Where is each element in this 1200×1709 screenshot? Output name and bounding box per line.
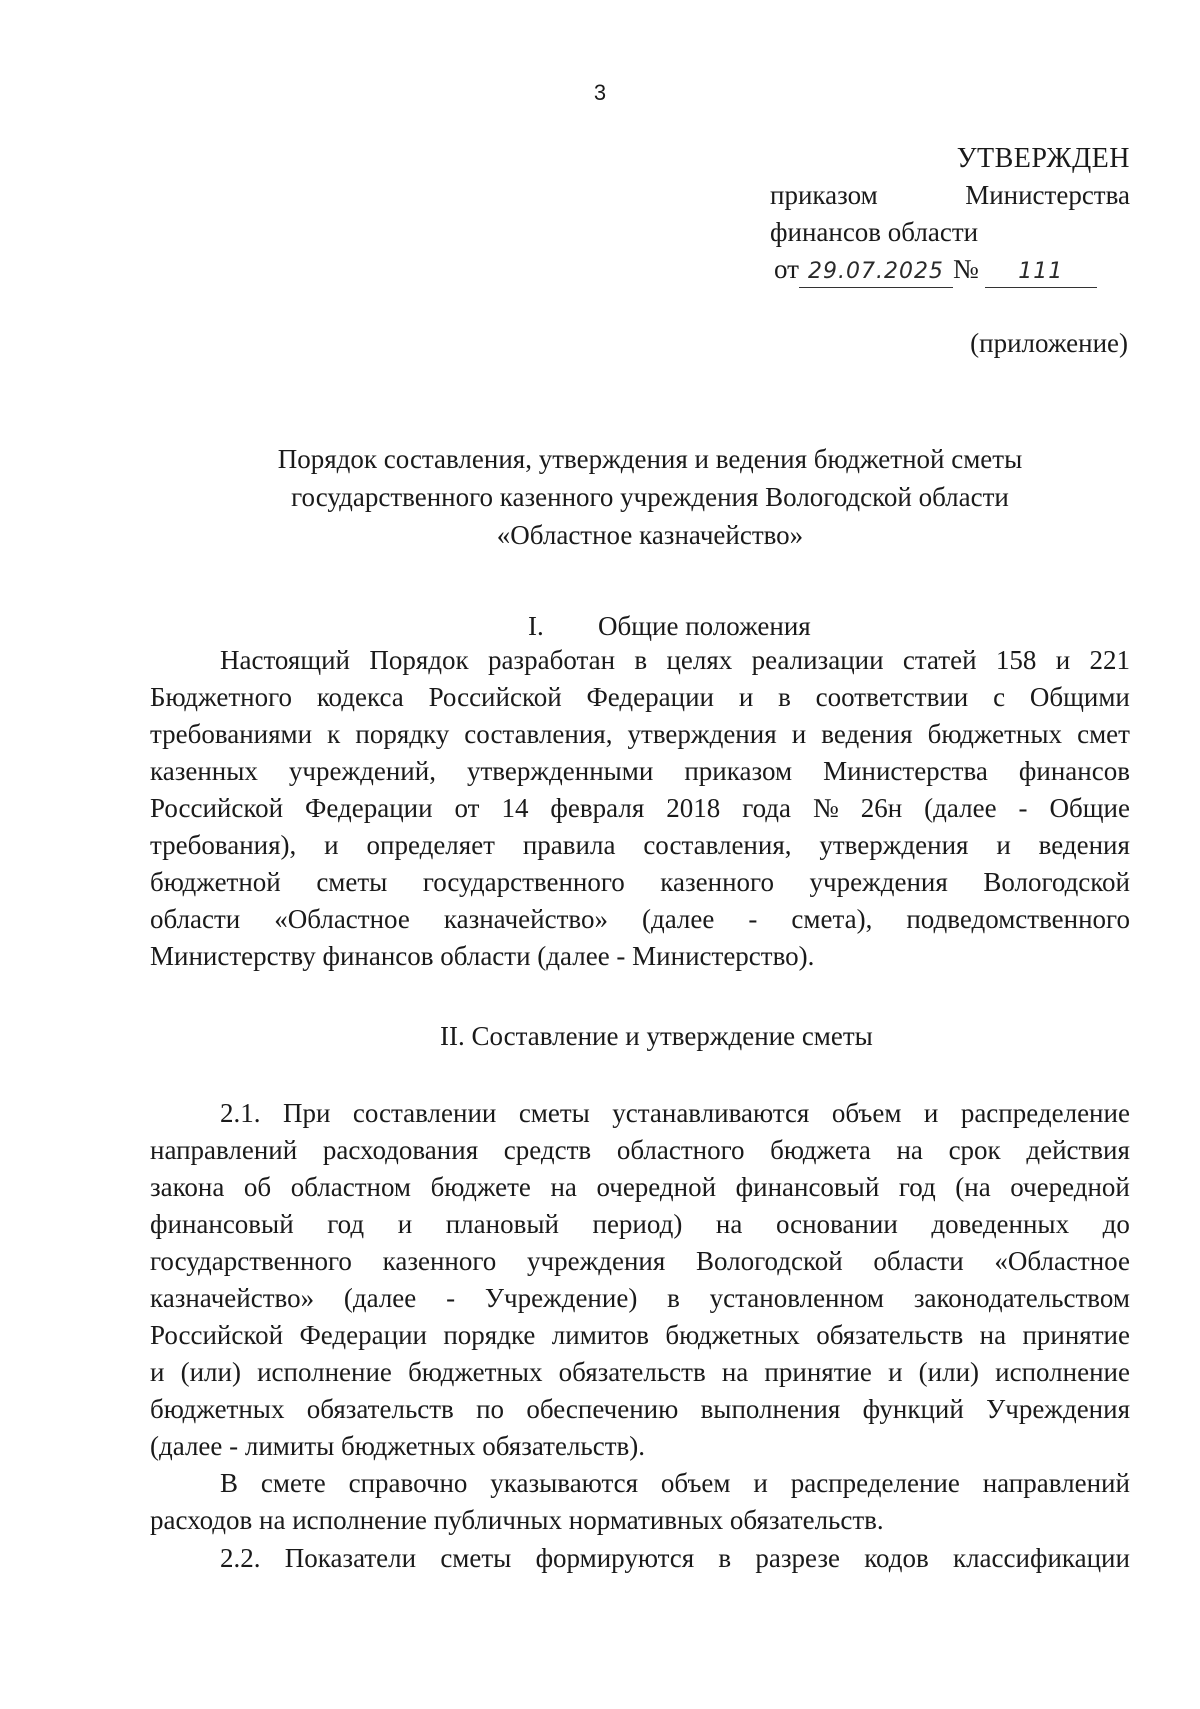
text-line: В смете справочно указываются объем и распределение направлений [220, 1468, 1130, 1498]
ministry-word: Министерства [965, 180, 1130, 210]
text-line: Российской Федерации от 14 февраля 2018 года № 26н (далее - Общие [150, 793, 1130, 823]
text-line: Настоящий Порядок разработан в целях реализации статей 158 и 221 [220, 645, 1130, 675]
text-line: требованиями к порядку составления, утверждения и ведения бюджетных смет [150, 719, 1130, 749]
section-heading-2: II. Составление и утверждение сметы [440, 1021, 873, 1051]
document-title [150, 440, 1150, 554]
handwritten-number: 111 [985, 257, 1097, 288]
handwritten-date: 29.07.2025 [799, 257, 953, 288]
text-line: и (или) исполнение бюджетных обязательств на принятие и (или) исполнение [150, 1357, 1130, 1387]
text-line: 2.2. Показатели сметы формируются в разрезе кодов классификации [220, 1543, 1130, 1573]
text-line: (далее - лимиты бюджетных обязательств). [150, 1431, 646, 1461]
appendix-label: (приложение) [970, 328, 1128, 358]
text-line: бюджетных обязательств по обеспечению выполнения функций Учреждения [150, 1394, 1130, 1424]
title-line: «Областное казначейство» [496, 520, 804, 550]
section-number: I. [528, 611, 544, 641]
text-line: бюджетной сметы государственного казенного учреждения Вологодской [150, 867, 1130, 897]
approval-order-line [770, 177, 1130, 214]
number-sign: № [952, 254, 979, 284]
approved-label: УТВЕРЖДЕН [956, 143, 1130, 174]
text-line: закона об областном бюджете на очередной финансовый год (на очередной [150, 1172, 1130, 1202]
text-line: Российской Федерации порядке лимитов бюджетных обязательств на принятие [150, 1320, 1130, 1350]
title-line: государственного казенного учреждения Вологодской области [291, 482, 1009, 512]
text-line: направлений расходования средств областного бюджета на срок действия [150, 1135, 1130, 1165]
text-line: казначейство» (далее - Учреждение) в установленном законодательством [150, 1283, 1130, 1313]
date-prefix: от [774, 254, 799, 284]
text-line: требования), и определяет правила составления, утверждения и ведения [150, 830, 1130, 860]
paragraph-2-2 [150, 1540, 1130, 1577]
text-line: казенных учреждений, утвержденными приказом Министерства финансов [150, 756, 1130, 786]
section-heading-1 [528, 608, 811, 645]
finance-line: финансов области [770, 217, 979, 247]
section-title: Общие положения [598, 611, 811, 641]
text-line: расходов на исполнение публичных нормативных обязательств. [150, 1505, 884, 1535]
paragraph-2-1-note [150, 1465, 1130, 1539]
paragraph-2-1 [150, 1095, 1130, 1465]
title-line: Порядок составления, утверждения и ведения бюджетной сметы [277, 444, 1023, 474]
text-line: Министерству финансов области (далее - Министерство). [150, 941, 815, 971]
text-line: государственного казенного учреждения Вологодской области «Областное [150, 1246, 1130, 1276]
text-line: финансовый год и плановый период) на основании доведенных до [150, 1209, 1130, 1239]
text-line: Бюджетного кодекса Российской Федерации и в соответствии с Общими [150, 682, 1130, 712]
text-line: 2.1. При составлении сметы устанавливаются объем и распределение [220, 1098, 1130, 1128]
text-line: области «Областное казначейство» (далее - смета), подведомственного [150, 904, 1130, 934]
paragraph-general-provisions [150, 642, 1130, 975]
order-word: приказом [770, 180, 878, 210]
page-number: 3 [593, 80, 607, 105]
approval-block [770, 140, 1130, 288]
approval-date-line [770, 251, 1130, 288]
